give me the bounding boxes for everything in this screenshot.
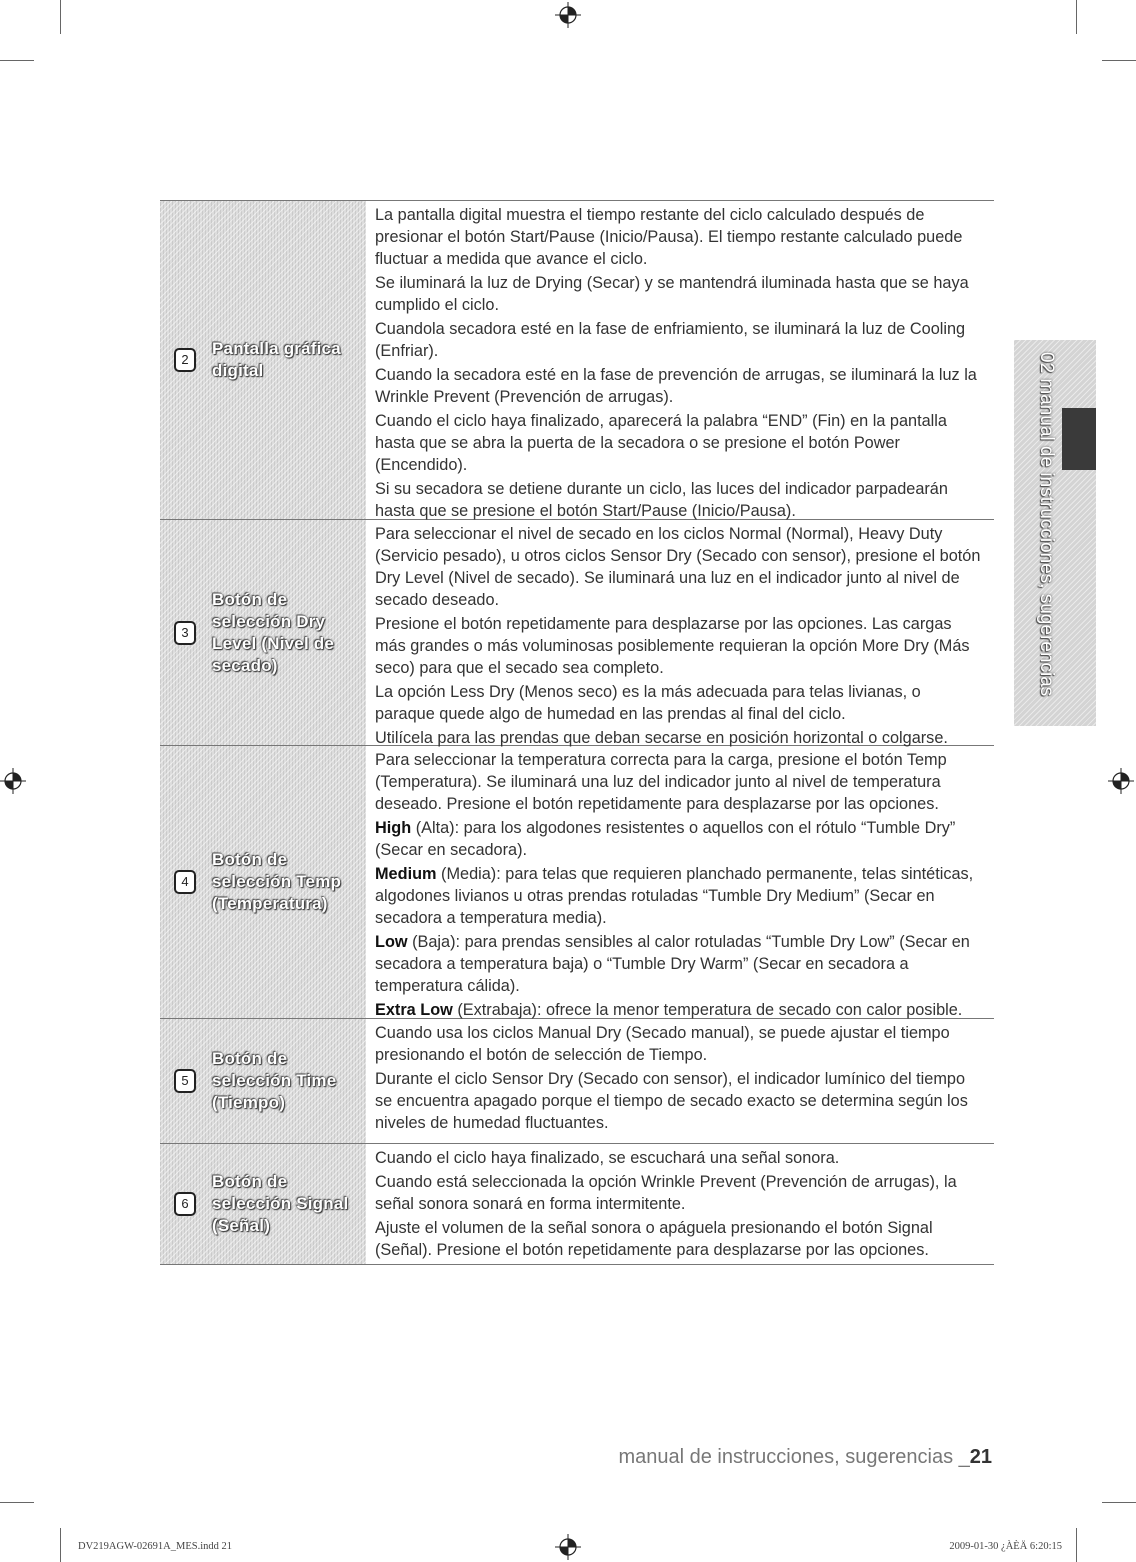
section-side-tab [1014,340,1096,726]
row-label: Pantalla gráfica digital [212,339,341,380]
registration-mark-icon [555,1534,581,1560]
row-description [366,201,994,519]
paragraph: High (Alta): para los algodones resistentes o aquellos con el rótulo “Tumble Dry” (Secar en secadora). [375,819,956,859]
paragraph: Cuando el ciclo haya finalizado, se escuchará una señal sonora. [375,1149,840,1167]
row-label-cell [160,746,366,1018]
crop-mark [0,1502,34,1503]
table-row [160,1144,994,1265]
crop-mark [1102,1502,1136,1503]
row-label-cell [160,1144,366,1264]
crop-mark [60,0,61,34]
paragraph: Para seleccionar la temperatura correcta para la carga, presione el botón Temp (Temperatura). Se iluminará una luz del indicador junto al nivel de temperatura deseado. Presione el botón repetidamente para desplazarse por las opciones. [375,751,947,813]
crop-mark [1076,1528,1077,1562]
side-tab-label: 02 manual de instrucciones, sugerencias [1036,352,1057,697]
controls-table [160,200,994,1265]
paragraph: Cuando la secadora esté en la fase de prevención de arrugas, se iluminará la luz la Wrinkle Prevent (Prevención de arrugas). [375,366,977,406]
row-label: Botón de selección Dry Level (Nivel de secado) [212,589,335,675]
crop-mark [60,1528,61,1562]
page-number: 21 [969,1446,992,1468]
paragraph: Utilícela para las prendas que deban secarse en posición horizontal o colgarse. [375,729,948,747]
paragraph: Cuando el ciclo haya finalizado, aparecerá la palabra “END” (Fin) en la pantalla hasta que se abra la puerta de la secadora o se presione el botón Power (Encendido). [375,412,947,474]
crop-mark [0,60,34,61]
number-badge: 3 [174,621,196,645]
paragraph: Cuando está seleccionada la opción Wrinkle Prevent (Prevención de arrugas), la señal sonora sonará en forma intermitente. [375,1173,957,1213]
footer-section-title: manual de instrucciones, sugerencias _ [618,1446,970,1468]
paragraph: Ajuste el volumen de la señal sonora o apáguela presionando el botón Signal (Señal). Presione el botón repetidamente para desplazarse por las opciones. [375,1219,933,1259]
registration-mark-icon [0,768,26,794]
page-footer [618,1446,992,1469]
paragraph: La pantalla digital muestra el tiempo restante del ciclo calculado después de presionar el botón Start/Pause (Inicio/Pausa). El tiempo restante calculado puede fluctuar a medida que avance el ciclo. [375,206,963,268]
row-label: Botón de selección Time (Tiempo) [212,1049,337,1112]
paragraph: Para seleccionar el nivel de secado en los ciclos Normal (Normal), Heavy Duty (Servicio pesado), u otros ciclos Sensor Dry (Secado con sensor), presione el botón Dry Level (Nivel de secado). Se iluminará una luz en el indicador junto al nivel de secado deseado. [375,525,981,609]
crop-mark [1102,60,1136,61]
number-badge: 4 [174,870,196,894]
row-description [366,520,994,745]
row-label: Botón de selección Signal (Señal) [212,1172,349,1235]
row-label-cell [160,201,366,519]
paragraph: Low (Baja): para prendas sensibles al calor rotuladas “Tumble Dry Low” (Secar en secadora a temperatura baja) o “Tumble Dry Warm” (Secar en secadora a temperatura cálida). [375,933,970,995]
registration-mark-icon [1108,768,1134,794]
print-slug-timestamp: 2009-01-30 ¿ÀÈÄ 6:20:15 [949,1541,1062,1552]
paragraph: Extra Low (Extrabaja): ofrece la menor temperatura de secado con calor posible. [375,1001,963,1019]
table-row [160,201,994,520]
table-row [160,520,994,746]
registration-mark-icon [555,2,581,28]
table-row [160,746,994,1019]
crop-mark [1076,0,1077,34]
paragraph: Medium (Media): para telas que requieren planchado permanente, telas sintéticas, algodones livianos u otras prendas rotuladas “Tumble Dry Medium” (Secar en secadora a temperatura media). [375,865,974,927]
paragraph: Cuandola secadora esté en la fase de enfriamiento, se iluminará la luz de Cooling (Enfriar). [375,320,966,360]
paragraph: Se iluminará la luz de Drying (Secar) y se mantendrá iluminada hasta que se haya cumplido el ciclo. [375,274,969,314]
number-badge: 6 [174,1192,196,1216]
row-description [366,746,994,1018]
number-badge: 5 [174,1069,196,1093]
paragraph: Presione el botón repetidamente para desplazarse por las opciones. Las cargas más grandes o más voluminosas posiblemente requieran la opción More Dry (Más seco) para que el secado sea completo. [375,615,970,677]
row-label-cell [160,1019,366,1143]
number-badge: 2 [174,348,196,372]
table-row [160,1019,994,1144]
paragraph: Cuando usa los ciclos Manual Dry (Secado manual), se puede ajustar el tiempo presionando el botón de selección de Tiempo. [375,1024,950,1064]
paragraph: La opción Less Dry (Menos seco) es la más adecuada para telas livianas, o paraque quede algo de humedad en las prendas al final del ciclo. [375,683,921,723]
row-description [366,1019,994,1143]
paragraph: Si su secadora se detiene durante un ciclo, las luces del indicador parpadearán hasta que se presione el botón Start/Pause (Inicio/Pausa). [375,480,948,520]
paragraph: Durante el ciclo Sensor Dry (Secado con sensor), el indicador lumínico del tiempo se encuentra apagado porque el tiempo de secado exacto se determina según los niveles de humedad fluctuantes. [375,1070,968,1132]
print-slug-file: DV219AGW-02691A_MES.indd 21 [78,1541,232,1552]
row-description [366,1144,994,1264]
row-label-cell [160,520,366,745]
side-tab-marker [1062,408,1096,470]
row-label: Botón de selección Temp (Temperatura) [212,850,342,913]
